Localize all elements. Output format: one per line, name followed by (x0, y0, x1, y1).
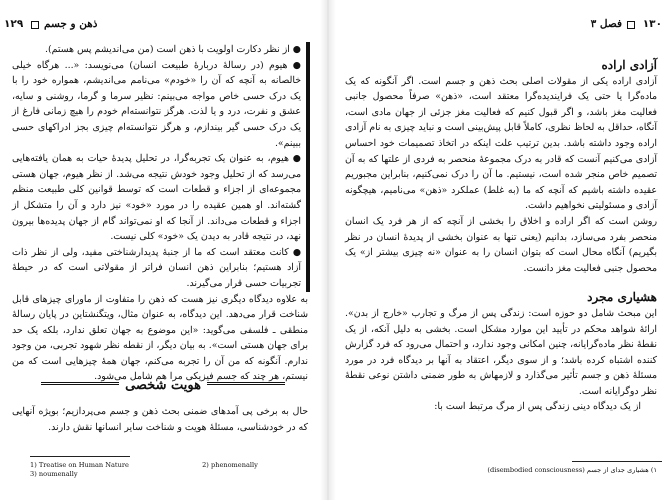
paragraph: حال به برخی پی آمدهای ضمنی بحث ذهن و جسم می‌پردازیم؛ بویژه آنهایی که در خودشناسی، مسئلهٔ هویت و شناخت سایر انسانها نقش دارند. (12, 406, 308, 433)
paragraph: به علاوه دیدگاه دیگری نیز هست که ذهن را متفاوت از ماورای چیزهای قابل شناخت قرار می‌دهد. این دیدگاه، به عنوان مثال، ویتگنشتاین در پایان رسالهٔ منطقی ـ فلسفی می‌گوید: «این موضوع به جهان تعلق ندارد، بلکه یک حد برای جهان هستی است». به بیان دیگر، از نقطه نظر شهود تجربی، من وجود ندارم. آنگونه که من آن را تجربه می‌کنم، جهان همهٔ چیزهایی است که من نیستم، هر چند که جسم فیزیکی مرا هم شامل می‌شود. (12, 293, 308, 383)
page-number: ۱۲۹ (4, 18, 24, 30)
right-page (339, 0, 662, 500)
book-gutter (320, 0, 336, 500)
left-page-body (12, 42, 308, 385)
page-number: ۱۳۰ (642, 18, 662, 30)
footnote-1: 1) Treatise on Human Nature (30, 461, 129, 469)
heading-free-will: آزادی اراده (601, 58, 657, 72)
running-title: ذهن و جسم (44, 18, 98, 30)
square-ornament-icon (31, 21, 39, 29)
right-page-header (339, 18, 662, 34)
paragraph: این مبحث شامل دو حوزه است: زندگی پس از مرگ و تجارب «خارج از بدن». ارائهٔ شواهد محکم در تأیید این موارد مشکل است. بخشی به دلیل آنکه، از یک نقطهٔ نظر ماده‌گرایانه، چنین امکانی وجود ندارد، و احتمال می‌رود که فرد گزارش کننده اشتباه کرده باشد؛ و از سوی دیگر، اعتقاد به آنها بر دیدگاه فرد در مورد مسئلهٔ ذهن و جسم تأثیر می‌گذارد و لازمهاش به طور ضمنی داشتن نوعی نقطهٔ نظر دوگرایانه است. (345, 307, 657, 397)
paragraph: ● هیوم، به عنوان یک تجربه‌گرا، در تحلیل پدیدهٔ حیات به همان یافته‌هایی می‌رسد که از تحلیل وجود خودش نتیجه می‌شد. از نظر هیوم، جهان هستی مجموعه‌ای از اجزاء و قطعات است که توسط قوانین کلی طبیعت منظم گشته‌اند. او همین عقیده را در مورد «خود» نیز دارد و آن را متشکل از اجزاء و قطعات می‌داند. از آنجا که او نمی‌تواند گام از جهان پدیده‌ها بیرون نهد، در نتیجه قادر به دیدن یک «خود» کلی نیست. (12, 153, 301, 243)
paragraph: ● هیوم (در رسالهٔ دربارهٔ طبیعت انسان) می‌نویسد: «... هرگاه خیلی خالصانه به آنچه که آن را «خودم» می‌نامم می‌اندیشم، همواره خود را با یک درک حسی خاص مواجه می‌بینم: نظیر سرما و گرما، روشنی و سایه، عشق و نفرت، درد و یا لذت. هرگز نتوانسته‌ام خودم را هیچ زمانی فارغ از یک درک حسی گیر بیندازم، و هرگز نتوانسته‌ام چیزی بجز ادراکهای حسی ببینم». (12, 59, 301, 149)
paragraph: روشن است که اگر اراده و اخلاق را بخشی از آنچه که از هر فرد یک انسان منحصر بفرد می‌سازد، بدانیم (یعنی تنها به عنوان بخشی از پدیدهٔ انسان در نظر بگیریم) آنگاه محال است که بتوان انسان را به عنوان «نه چیزی بیشتر از» یک محصول جنبی فعالیت مغز دانست. (345, 215, 657, 274)
paragraph: ● کانت معتقد است که ما از جنبهٔ پدیدارشناختی مفید، ولی از نظر ذات آزاد هستیم؛ بنابراین ذهن انسان فراتر از مقولاتی است که در حیطهٔ تجربیات حسی قرار می‌گیرند. (12, 246, 301, 289)
footnote-2: 2) phenomenally (202, 461, 258, 469)
left-page-after-heading (12, 404, 308, 435)
section-heading: هویت شخصی (18, 378, 308, 400)
footnote-rule (30, 456, 130, 457)
left-page (0, 0, 316, 500)
square-ornament-icon (627, 21, 635, 29)
footnotes (30, 461, 300, 479)
paragraph: آزادی اراده یکی از مقولات اصلی بحث ذهن و جسم است. اگر آنگونه که یک ماده‌گرا یا حتی یک فرایندیده‌گرا معتقد است، «ذهن» صرفاً محصول جانبی فعالیت مغز باشد، و اگر قبول کنیم که فعالیت مغز جزئی از جهان مادی است، آنگاه، حداقل به لحاظ نظری، کاملاً قابل پیش‌بینی است و نباید چیزی به نام آزادی اراده وجود داشته باشد. بدین ترتیب علت اینکه در اتخاذ تصمیمات خود احساس آزادی می‌کنیم آنست که قادر به درک مجموعهٔ منحصر به فردی از علتها که به آن تصمیم خاص منجر شده است، نیستیم. ما آن را درک نمی‌کنیم، بنابراین مجبوریم عقیده داشته باشیم که آنچه که ما (به غلط) عملکرد «ذهن» می‌نامیم، هیچگونه آزادی و مسئولیتی نخواهیم داشت. (345, 75, 657, 212)
heading-disembodied: هشیاری مجرد (587, 290, 657, 305)
heading-rule (207, 382, 285, 385)
footnote-rule (572, 461, 662, 462)
footnote-1: ۱) هشیاری جدای از جسم (disembodied consciousness) (487, 466, 657, 474)
footnotes (345, 466, 657, 475)
heading-rule (41, 382, 119, 385)
paragraph: از یک دیدگاه دینی زندگی پس از مرگ مرتبط است با: (434, 401, 641, 413)
running-title: فصل ۳ (590, 18, 622, 30)
paragraph: ● از نظر دکارت اولویت با ذهن است (من می‌اندیشم پس هستم). (44, 44, 301, 55)
right-page-body (345, 58, 657, 415)
left-page-header (0, 18, 316, 34)
quoted-block (12, 42, 310, 292)
footnote-3: 3) noumenally (30, 470, 78, 478)
